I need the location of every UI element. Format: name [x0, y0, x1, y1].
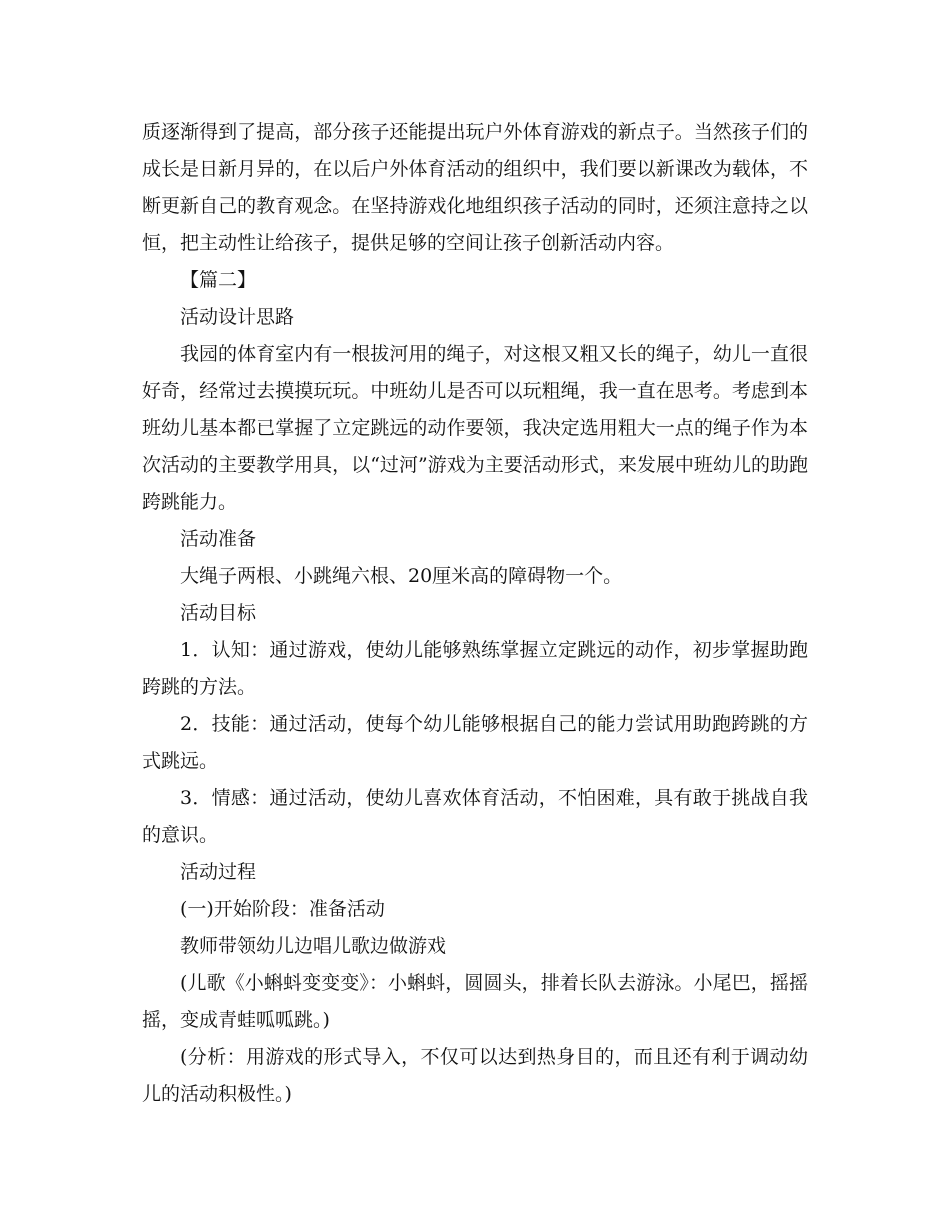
paragraph-goal-1: 1．认知：通过游戏，使幼儿能够熟练掌握立定跳远的动作，初步掌握助跑跨跳的方法。 — [142, 639, 808, 698]
paragraph-conclusion: 质逐渐得到了提高，部分孩子还能提出玩户外体育游戏的新点子。当然孩子们的成长是日新月异的，在以后户外体育活动的组织中，我们要以新课改为载体，不断更新自己的教育观念。在坚持游戏化地组织孩子活动的同时，还须注意持之以恒，把主动性让给孩子，提供足够的空间让孩子创新活动内容。 — [142, 121, 808, 254]
paragraph-preparation: 大绳子两根、小跳绳六根、20厘米高的障碍物一个。 — [180, 565, 623, 587]
heading-process: 活动过程 — [180, 861, 257, 883]
section-marker: 【篇二】 — [180, 269, 257, 291]
paragraph-goal-2: 2．技能：通过活动，使每个幼儿能够根据自己的能力尝试用助跑跨跳的方式跳远。 — [142, 713, 808, 772]
paragraph-goal-3: 3．情感：通过活动，使幼儿喜欢体育活动，不怕困难，具有敢于挑战自我的意识。 — [142, 787, 808, 846]
paragraph-teacher-leads: 教师带领幼儿边唱儿歌边做游戏 — [180, 935, 447, 957]
paragraph-analysis: (分析：用游戏的形式导入，不仅可以达到热身目的，而且还有利于调动幼儿的活动积极性。) — [142, 1046, 808, 1105]
paragraph-song: (儿歌《小蝌蚪变变变》：小蝌蚪，圆圆头，排着长队去游泳。小尾巴，摇摇摇，变成青蛙呱呱跳。) — [142, 972, 808, 1031]
paragraph-stage-1: (一)开始阶段：准备活动 — [180, 898, 385, 920]
heading-goals: 活动目标 — [180, 602, 257, 624]
document-body — [142, 114, 808, 1113]
heading-preparation: 活动准备 — [180, 528, 257, 550]
paragraph-design-idea: 我园的体育室内有一根拔河用的绳子，对这根又粗又长的绳子，幼儿一直很好奇，经常过去摸摸玩玩。中班幼儿是否可以玩粗绳，我一直在思考。考虑到本班幼儿基本都已掌握了立定跳远的动作要领，我决定选用粗大一点的绳子作为本次活动的主要教学用具，以“过河”游戏为主要活动形式，来发展中班幼儿的助跑跨跳能力。 — [142, 343, 808, 513]
heading-design-idea: 活动设计思路 — [180, 306, 295, 328]
